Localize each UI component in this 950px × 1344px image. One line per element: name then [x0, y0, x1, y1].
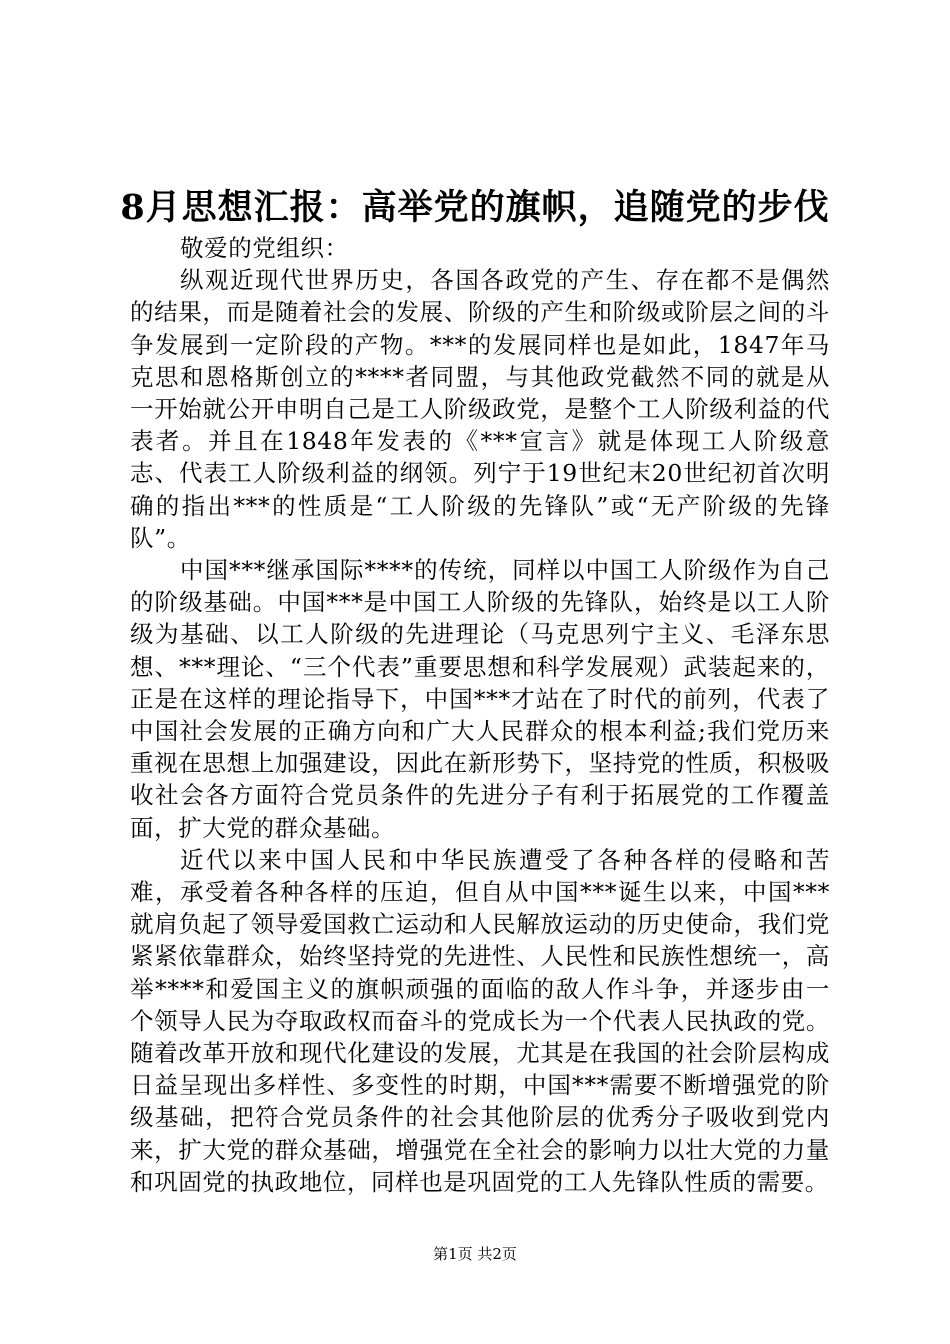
document-title: 8月思想汇报：高举党的旗帜，追随党的步伐 — [120, 187, 830, 228]
page-footer: 第1页 共2页 — [433, 1245, 517, 1263]
document-body — [130, 232, 830, 1198]
paragraph-2: 中国***继承国际****的传统，同样以中国工人阶级作为自己的阶级基础。中国***是中国工人阶级的先锋队，始终是以工人阶级为基础、以工人阶级的先进理论（马克思列宁主义、毛泽东思想、***理论、“三个代表”重要思想和科学发展观）武装起来的，正是在这样的理论指导下，中国***才站在了时代的前列，代表了中国社会发展的正确方向和广大人民群众的根本利益;我们党历来重视在思想上加强建设，因此在新形势下，坚持党的性质，积极吸收社会各方面符合党员条件的先进分子有利于拓展党的工作覆盖面，扩大党的群众基础。 — [130, 556, 830, 842]
paragraph-3: 近代以来中国人民和中华民族遭受了各种各样的侵略和苦难，承受着各种各样的压迫，但自从中国***诞生以来，中国***就肩负起了领导爱国救亡运动和人民解放运动的历史使命，我们党紧紧依靠群众，始终坚持党的先进性、人民性和民族性想统一，高举****和爱国主义的旗帜顽强的面临的敌人作斗争，并逐步由一个领导人民为夺取政权而奋斗的党成长为一个代表人民执政的党。随着改革开放和现代化建设的发展，尤其是在我国的社会阶层构成日益呈现出多样性、多变性的时期，中国***需要不断增强党的阶级基础，把符合党员条件的社会其他阶层的优秀分子吸收到党内来，扩大党的群众基础，增强党在全社会的影响力以壮大党的力量和巩固党的执政地位，同样也是巩固党的工人先锋队性质的需要。 — [130, 845, 830, 1196]
salutation: 敬爱的党组织： — [180, 234, 349, 262]
paragraph-1: 纵观近现代世界历史，各国各政党的产生、存在都不是偶然的结果，而是随着社会的发展、阶级的产生和阶级或阶层之间的斗争发展到一定阶段的产物。***的发展同样也是如此，1847年马克思和恩格斯创立的****者同盟，与其他政党截然不同的就是从一开始就公开申明自己是工人阶级政党，是整个工人阶级利益的代表者。并且在1848年发表的《***宣言》就是体现工人阶级意志、代表工人阶级利益的纲领。列宁于19世纪末20世纪初首次明确的指出***的性质是“工人阶级的先锋队”或“无产阶级的先锋队”。 — [130, 266, 830, 552]
